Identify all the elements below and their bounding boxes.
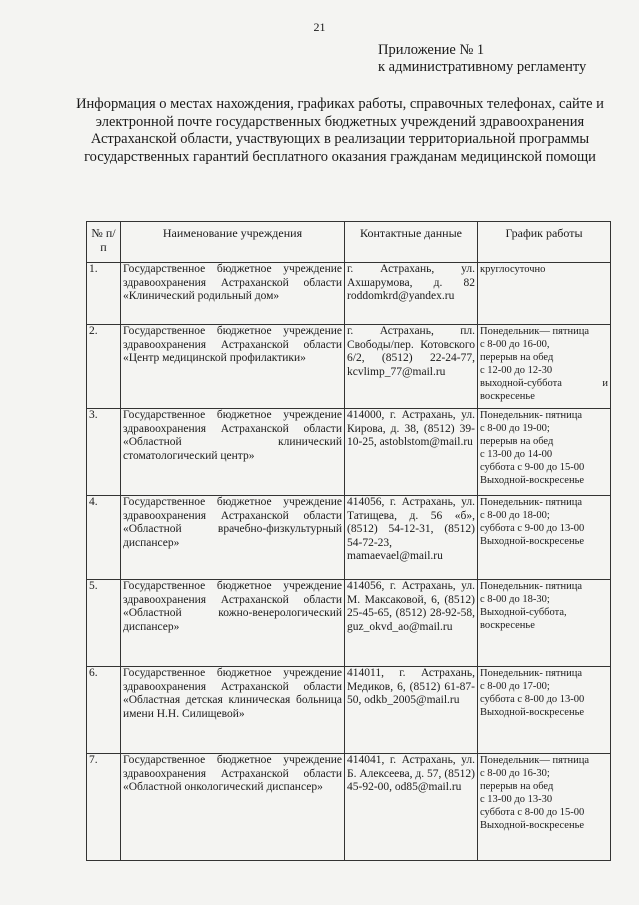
work-schedule (478, 263, 611, 325)
schedule-line: суббота с 8-00 до 15-00 (480, 807, 585, 818)
work-schedule (478, 496, 611, 580)
header-num: № п/п (87, 222, 121, 263)
schedule-line: с 8-00 до 17-00; (480, 681, 550, 692)
schedule-line: перерыв на обед (480, 352, 554, 363)
contact-details: 414011, г. Астрахань, Медиков, 6, (8512) 61-87-50, odkb_2005@mail.ru (345, 667, 478, 754)
work-schedule (478, 667, 611, 754)
row-number: 5. (87, 580, 121, 667)
appendix-label (378, 42, 586, 76)
schedule-line: Понедельник- пятница (480, 410, 583, 421)
schedule-line: круглосуточно (480, 264, 546, 275)
table-row (87, 325, 611, 409)
schedule-line: Выходной-воскресенье (480, 475, 585, 486)
schedule-line: воскресенье (480, 391, 535, 402)
schedule-line: суббота с 9-00 до 15-00 (480, 462, 585, 473)
appendix-line-2: к административному регламенту (378, 59, 587, 75)
contact-details: 414000, г. Астрахань, ул. Кирова, д. 38, (8512) 39-10-25, astoblstom@mail.ru (345, 409, 478, 496)
institution-name: Государственное бюджетное учреждение здравоохранения Астраханской области «Областной врачебно-физкультурный диспансер» (121, 496, 345, 580)
contact-details: 414056, г. Астрахань, ул. М. Максаковой, 6, (8512) 25-45-65, (8512) 28-92-58, guz_okvd_ao@mail.ru (345, 580, 478, 667)
schedule-line: Выходной-воскресенье (480, 707, 585, 718)
schedule-line: с 12-00 до 12-30 (480, 365, 553, 376)
schedule-line: Понедельник- пятница (480, 497, 583, 508)
page-number: 21 (313, 20, 326, 34)
table-row (87, 496, 611, 580)
schedule-line: суббота с 9-00 до 13-00 (480, 523, 585, 534)
schedule-line: с 8-00 до 19-00; (480, 423, 550, 434)
schedule-line: с 8-00 до 16-00, (480, 339, 550, 350)
row-number: 4. (87, 496, 121, 580)
table-row (87, 754, 611, 861)
table-header-row (87, 222, 611, 263)
row-number: 3. (87, 409, 121, 496)
contact-details: г. Астрахань, пл. Свободы/пер. Котовского 6/2, (8512) 22-24-77, kcvlimp_77@mail.ru (345, 325, 478, 409)
work-schedule (478, 580, 611, 667)
schedule-line: Понедельник- пятница (480, 668, 583, 679)
institution-name: Государственное бюджетное учреждение здравоохранения Астраханской области «Клинический родильный дом» (121, 263, 345, 325)
row-number: 2. (87, 325, 121, 409)
appendix-line-1: Приложение № 1 (378, 42, 485, 58)
contact-details: г. Астрахань, ул. Ахшарумова, д. 82 roddomkrd@yandex.ru (345, 263, 478, 325)
schedule-line: с 8-00 до 18-30; (480, 594, 550, 605)
schedule-line: Понедельник— пятница (480, 326, 590, 337)
schedule-line: суббота с 8-00 до 13-00 (480, 694, 585, 705)
schedule-line: с 8-00 до 18-00; (480, 510, 550, 521)
schedule-line: перерыв на обед (480, 781, 554, 792)
work-schedule (478, 325, 611, 409)
row-number: 1. (87, 263, 121, 325)
schedule-line: с 13-00 до 14-00 (480, 449, 553, 460)
table-row (87, 263, 611, 325)
row-number: 7. (87, 754, 121, 861)
table-row (87, 409, 611, 496)
work-schedule (478, 409, 611, 496)
schedule-line: выходной-суббота и (480, 378, 608, 389)
header-name: Наименование учреждения (121, 222, 345, 263)
table-row (87, 667, 611, 754)
institution-name: Государственное бюджетное учреждение здравоохранения Астраханской области «Областной онкологический диспансер» (121, 754, 345, 861)
institution-name: Государственное бюджетное учреждение здравоохранения Астраханской области «Центр медицинской профилактики» (121, 325, 345, 409)
schedule-line: с 8-00 до 16-30; (480, 768, 550, 779)
table-row (87, 580, 611, 667)
contact-details: 414056, г. Астрахань, ул. Татищева, д. 56 «б», (8512) 54-12-31, (8512) 54-72-23, mamaevael@mail.ru (345, 496, 478, 580)
schedule-line: Понедельник- пятница (480, 581, 583, 592)
document-heading: Информация о местах нахождения, графиках работы, справочных телефонах, сайте и электронной почте государственных бюджетных учреждений здравоохранения Астраханской области, участвующих в реализации территориальной программы государственных гарантий бесплатного оказания гражданам медицинской помощи (76, 96, 604, 165)
institution-name: Государственное бюджетное учреждение здравоохранения Астраханской области «Областной клинический стоматологический центр» (121, 409, 345, 496)
schedule-line: воскресенье (480, 620, 535, 631)
schedule-line: Понедельник— пятница (480, 755, 590, 766)
schedule-line: Выходной-суббота, (480, 607, 567, 618)
row-number: 6. (87, 667, 121, 754)
schedule-line: Выходной-воскресенье (480, 820, 585, 831)
institution-name: Государственное бюджетное учреждение здравоохранения Астраханской области «Областной кожно-венерологический диспансер» (121, 580, 345, 667)
header-schedule: График работы (478, 222, 611, 263)
header-contact: Контактные данные (345, 222, 478, 263)
schedule-line: Выходной-воскресенье (480, 536, 585, 547)
schedule-line: с 13-00 до 13-30 (480, 794, 553, 805)
institution-name: Государственное бюджетное учреждение здравоохранения Астраханской области «Областная детская клиническая больница имени Н.Н. Силищевой» (121, 667, 345, 754)
schedule-line: перерыв на обед (480, 436, 554, 447)
institutions-table (86, 221, 611, 861)
work-schedule (478, 754, 611, 861)
contact-details: 414041, г. Астрахань, ул. Б. Алексеева, д. 57, (8512) 45-92-00, od85@mail.ru (345, 754, 478, 861)
